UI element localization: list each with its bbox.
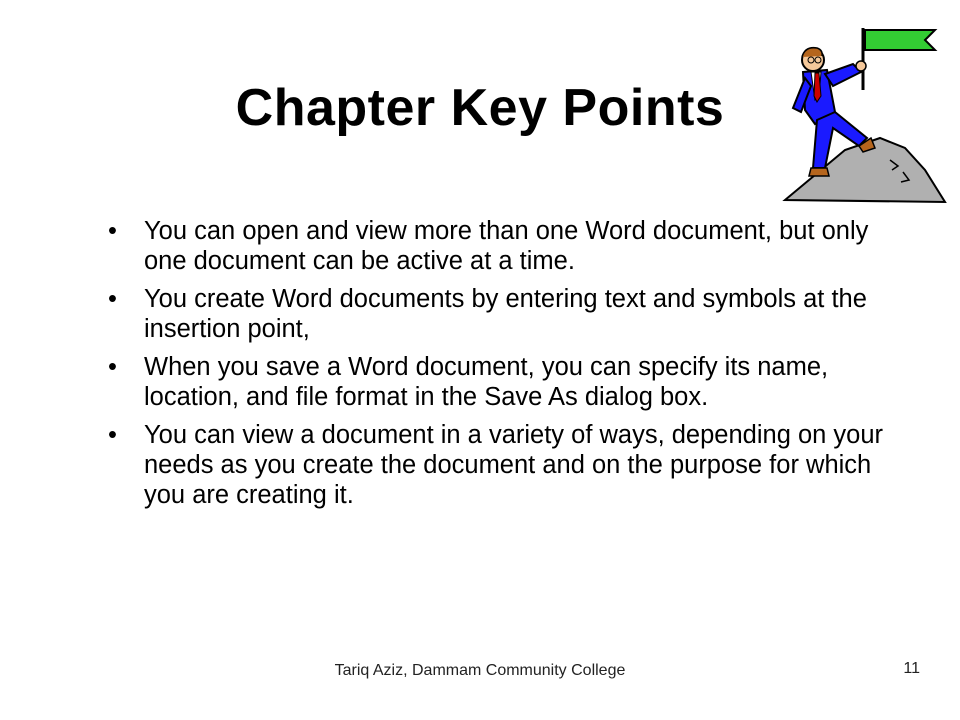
man-climbing-mountain-with-flag-icon xyxy=(775,20,950,210)
bullet-marker: • xyxy=(108,421,117,449)
bullet-marker: • xyxy=(108,217,117,245)
bullet-list xyxy=(104,216,904,518)
bullet-text: You create Word documents by entering text and symbols at the insertion point, xyxy=(144,285,867,343)
bullet-marker: • xyxy=(108,353,117,381)
list-item xyxy=(104,284,904,344)
slide-number: 11 xyxy=(903,660,920,677)
bullet-marker: • xyxy=(108,285,117,313)
bullet-text: You can view a document in a variety of ways, depending on your needs as you create the document and on the purpose for which you are creating it. xyxy=(144,421,884,509)
list-item xyxy=(104,420,904,510)
list-item xyxy=(104,352,904,412)
footer-author: Tariq Aziz, Dammam Community College xyxy=(334,662,626,679)
slide-title: Chapter Key Points xyxy=(235,79,725,137)
bullet-text: You can open and view more than one Word document, but only one document can be active at a time. xyxy=(144,217,869,275)
list-item xyxy=(104,216,904,276)
bullet-text: When you save a Word document, you can specify its name, location, and file format in the Save As dialog box. xyxy=(144,353,829,411)
